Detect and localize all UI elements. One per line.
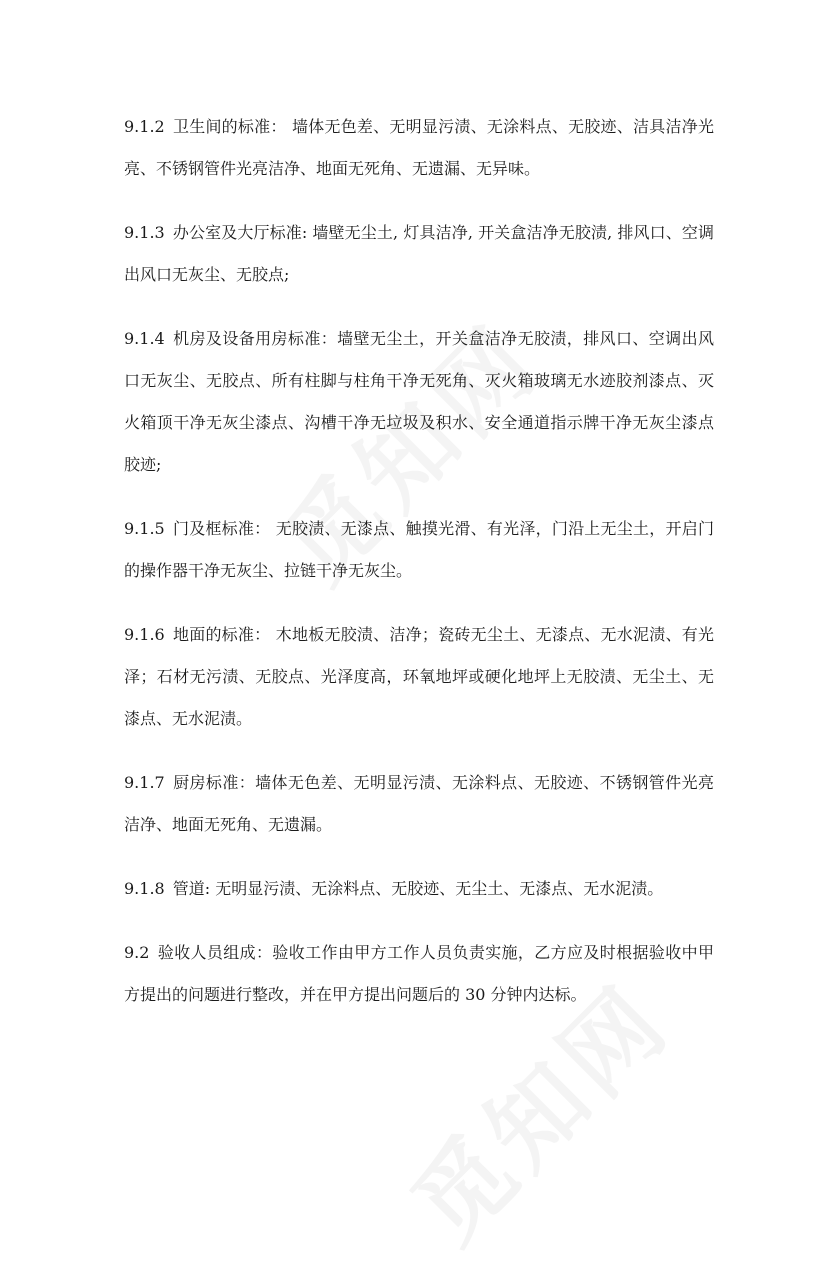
section-text: 管道: 无明显污渍、无涂料点、无胶迹、无尘土、无漆点、无水泥渍。 [172,879,664,898]
section-text: 办公室及大厅标准: 墙壁无尘土, 灯具洁净, 开关盒洁净无胶渍, 排风口、空调出风口无灰尘、无胶点; [124,223,714,284]
paragraph-9-1-6 [124,614,714,740]
section-text: 厨房标准：墙体无色差、无明显污渍、无涂料点、无胶迹、不锈钢管件光亮洁净、地面无死角、无遗漏。 [124,773,714,834]
paragraph-9-1-3 [124,212,714,296]
paragraph-9-1-5 [124,508,714,592]
paragraph-9-1-8 [124,868,714,910]
section-text: 机房及设备用房标准：墙壁无尘土，开关盒洁净无胶渍，排风口、空调出风口无灰尘、无胶点、所有柱脚与柱角干净无死角、灭火箱玻璃无水迹胶剂漆点、灭火箱顶干净无灰尘漆点、沟槽干净无垃圾及积水、安全通道指示牌干净无灰尘漆点胶迹; [124,329,714,474]
section-number: 9.1.5 [124,519,165,538]
document-body [124,106,714,1038]
section-number: 9.1.3 [124,223,165,242]
paragraph-9-2 [124,932,714,1016]
paragraph-9-1-7 [124,762,714,846]
section-text: 卫生间的标准： 墙体无色差、无明显污渍、无涂料点、无胶迹、洁具洁净光亮、不锈钢管件光亮洁净、地面无死角、无遗漏、无异味。 [124,117,714,178]
section-number: 9.1.7 [124,773,165,792]
section-number: 9.2 [124,943,150,962]
paragraph-9-1-4 [124,318,714,486]
section-number: 9.1.6 [124,625,165,644]
section-text: 地面的标准： 木地板无胶渍、洁净；瓷砖无尘土、无漆点、无水泥渍、有光泽；石材无污渍、无胶点、光泽度高，环氧地坪或硬化地坪上无胶渍、无尘土、无漆点、无水泥渍。 [124,625,714,728]
section-text: 验收人员组成：验收工作由甲方工作人员负责实施，乙方应及时根据验收中甲方提出的问题进行整改，并在甲方提出问题后的 30 分钟内达标。 [124,943,714,1004]
paragraph-9-1-2 [124,106,714,190]
section-text: 门及框标准： 无胶渍、无漆点、触摸光滑、有光泽，门沿上无尘土，开启门的操作器干净无灰尘、拉链干净无灰尘。 [124,519,714,580]
section-number: 9.1.4 [124,329,165,348]
section-number: 9.1.2 [124,117,165,136]
section-number: 9.1.8 [124,879,165,898]
